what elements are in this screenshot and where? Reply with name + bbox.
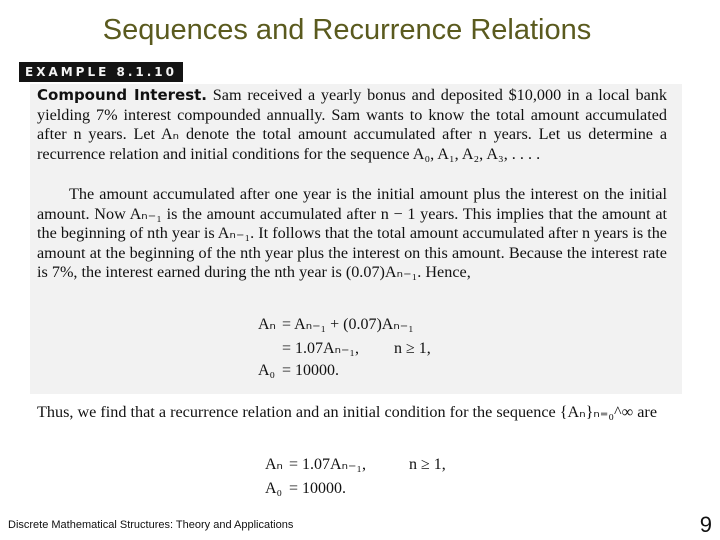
example-lead: Compound Interest. xyxy=(37,86,208,104)
example-paragraph-1 xyxy=(37,86,667,164)
example-label: EXAMPLE 8.1.10 xyxy=(19,62,183,82)
footer-book-title: Discrete Mathematical Structures: Theory and Applications xyxy=(8,519,294,531)
eq-rhs: = Aₙ₋₁ + (0.07)Aₙ₋₁ xyxy=(282,316,414,333)
eq-condition: n ≥ 1, xyxy=(409,456,446,473)
eq-lhs: Aₙ xyxy=(265,456,283,473)
slide-title: Sequences and Recurrence Relations xyxy=(102,14,592,46)
eq-lhs: Aₙ xyxy=(258,316,276,333)
example-paragraph-2 xyxy=(37,185,667,283)
example-statement: Sam received a yearly bonus and deposited $10,000 in a local bank yielding 7% interest compounded annually. Sam wants to know the total amount accumulated after n years. Let Aₙ denote the total amount accumulated after n years. Let us determine a recurrence relation and initial conditions for the sequence A₀, A₁, A₂, A₃, . . . . xyxy=(37,86,667,163)
eq-lhs: A₀ xyxy=(258,362,276,379)
eq-condition: n ≥ 1, xyxy=(394,340,431,357)
equation-block-1 xyxy=(258,314,431,386)
solution-text: The amount accumulated after one year is the initial amount plus the interest on the initial amount. Now Aₙ₋₁ is the amount accumulated after n − 1 years. This implies that the amount at the beginning of nth year is Aₙ₋₁. It follows that the total amount accumulated after n years is the amount at the beginning of the nth year plus the interest on this amount. Because the interest rate is 7%, the interest earned during the nth year is (0.07)Aₙ₋₁. Hence, xyxy=(37,185,667,282)
eq-rhs: = 1.07Aₙ₋₁, xyxy=(282,340,359,357)
eq-rhs: = 1.07Aₙ₋₁, xyxy=(289,456,366,473)
page-number: 9 xyxy=(699,512,712,537)
equation-block-2 xyxy=(265,454,446,506)
eq-rhs: = 10000. xyxy=(289,480,347,497)
eq-lhs: A₀ xyxy=(265,480,283,497)
conclusion-text: Thus, we find that a recurrence relation and an initial condition for the sequence {Aₙ}ₙ₌₀^∞ are xyxy=(37,403,658,421)
conclusion-paragraph xyxy=(37,403,667,423)
eq-rhs: = 10000. xyxy=(282,362,340,379)
